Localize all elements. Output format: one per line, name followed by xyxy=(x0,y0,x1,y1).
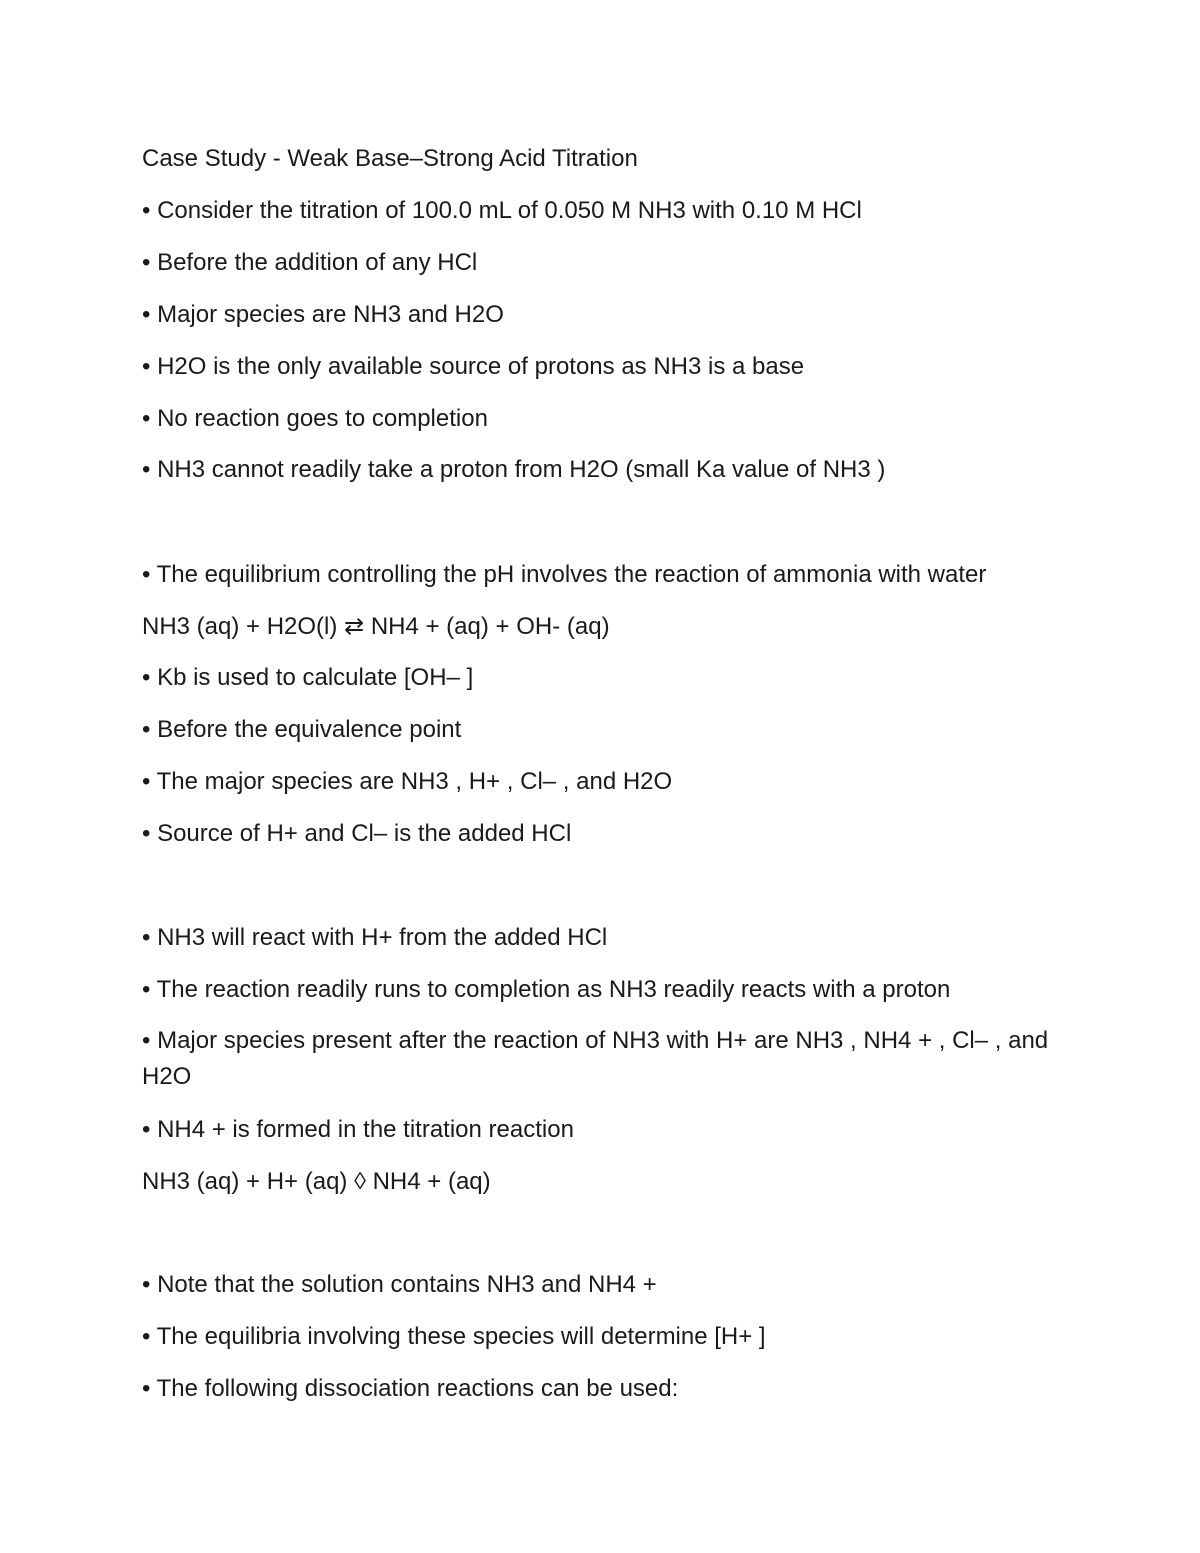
text-line: • H2O is the only available source of protons as NH3 is a base xyxy=(142,353,805,380)
text-line: • Major species are NH3 and H2O xyxy=(142,301,504,328)
text-line: • Major species present after the reaction of NH3 with H+ are NH3 , NH4 + , Cl– , and H2O xyxy=(142,1027,1049,1090)
text-line: • The equilibrium controlling the pH involves the reaction of ammonia with water xyxy=(142,561,987,588)
equation-line: NH3 (aq) + H2O(l) ⇄ NH4 + (aq) + OH- (aq) xyxy=(142,613,610,640)
text-line: • The major species are NH3 , H+ , Cl– , and H2O xyxy=(142,768,673,795)
text-line: • The reaction readily runs to completion as NH3 readily reacts with a proton xyxy=(142,976,951,1003)
text-line: • Before the addition of any HCl xyxy=(142,249,478,276)
text-line: • NH3 will react with H+ from the added HCl xyxy=(142,924,608,951)
text-line: • NH4 + is formed in the titration reaction xyxy=(142,1116,574,1143)
text-line: • Consider the titration of 100.0 mL of 0.050 M NH3 with 0.10 M HCl xyxy=(142,197,862,224)
text-line: • Note that the solution contains NH3 and NH4 + xyxy=(142,1271,657,1298)
equation-line: NH3 (aq) + H+ (aq) ◊ NH4 + (aq) xyxy=(142,1168,491,1195)
text-line: • The equilibria involving these species will determine [H+ ] xyxy=(142,1323,766,1350)
text-line: • NH3 cannot readily take a proton from H2O (small Ka value of NH3 ) xyxy=(142,456,886,483)
document-title: Case Study - Weak Base–Strong Acid Titration xyxy=(142,145,638,172)
text-line: • Source of H+ and Cl– is the added HCl xyxy=(142,820,572,847)
text-line: • Kb is used to calculate [OH– ] xyxy=(142,664,474,691)
text-line: • Before the equivalence point xyxy=(142,716,462,743)
text-line: • No reaction goes to completion xyxy=(142,405,488,432)
text-line: • The following dissociation reactions can be used: xyxy=(142,1375,679,1402)
